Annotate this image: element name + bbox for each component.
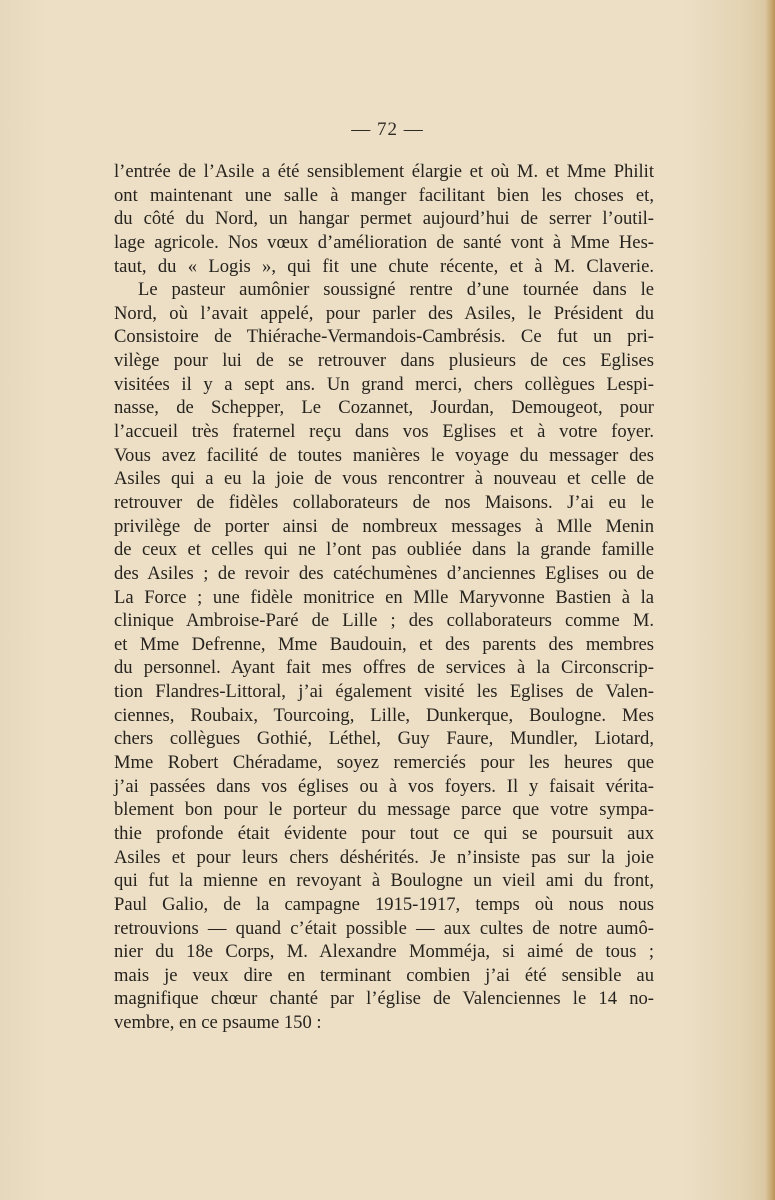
text-line: visitées il y a sept ans. Un grand merci, chers collègues Lespi- — [114, 373, 654, 395]
text-line: vembre, en ce psaume 150 : — [114, 1012, 322, 1034]
text-line: retrouver de fidèles collaborateurs de nos Maisons. J’ai eu le — [114, 491, 654, 513]
text-line: taut, du « Logis », qui fit une chute récente, et à M. Claverie. — [114, 255, 654, 277]
text-line: et Mme Defrenne, Mme Baudouin, et des parents des membres — [114, 633, 654, 655]
text-line: des Asiles ; de revoir des catéchumènes d’anciennes Eglises ou de — [114, 562, 654, 584]
text-line: Asiles et pour leurs chers déshérités. Je n’insiste pas sur la joie — [114, 846, 654, 868]
text-line: Nord, où l’avait appelé, pour parler des Asiles, le Président du — [114, 302, 654, 324]
text-line: thie profonde était évidente pour tout ce qui se poursuit aux — [114, 822, 654, 844]
text-line: retrouvions — quand c’était possible — aux cultes de notre aumô- — [114, 917, 654, 939]
text-line: blement bon pour le porteur du message parce que votre sympa- — [114, 799, 654, 821]
text-line: l’entrée de l’Asile a été sensiblement élargie et où M. et Mme Philit — [114, 161, 654, 182]
text-line: de ceux et celles qui ne l’ont pas oubliée dans la grande famille — [114, 539, 654, 561]
text-line: Le pasteur aumônier soussigné rentre d’une tournée dans le — [138, 279, 654, 301]
text-line: privilège de porter ainsi de nombreux messages à Mlle Menin — [114, 515, 654, 537]
body-text — [114, 160, 654, 1035]
text-line: nasse, de Schepper, Le Cozannet, Jourdan, Demougeot, pour — [114, 397, 654, 419]
text-line: qui fut la mienne en revoyant à Boulogne un vieil ami du front, — [114, 870, 654, 892]
text-line: Consistoire de Thiérache-Vermandois-Cambrésis. Ce fut un pri- — [114, 326, 654, 348]
page-number: — 72 — — [351, 119, 424, 140]
text-line: Paul Galio, de la campagne 1915-1917, temps où nous nous — [114, 893, 654, 915]
text-line: magnifique chœur chanté par l’église de Valenciennes le 14 no- — [114, 988, 654, 1010]
text-line: La Force ; une fidèle monitrice en Mlle Maryvonne Bastien à la — [114, 586, 654, 608]
text-line: tion Flandres-Littoral, j’ai également visité les Eglises de Valen- — [114, 681, 654, 703]
text-line: clinique Ambroise-Paré de Lille ; des collaborateurs comme M. — [114, 610, 654, 632]
text-line: lage agricole. Nos vœux d’amélioration de santé vont à Mme Hes- — [114, 231, 654, 253]
text-line: mais je veux dire en terminant combien j’ai été sensible au — [114, 964, 654, 986]
text-line: ciennes, Roubaix, Tourcoing, Lille, Dunkerque, Boulogne. Mes — [114, 704, 654, 726]
text-line: l’accueil très fraternel reçu dans vos Eglises et à votre foyer. — [114, 421, 654, 443]
text-line: du côté du Nord, un hangar permet aujourd’hui de serrer l’outil- — [114, 208, 654, 230]
text-line: j’ai passées dans vos églises ou à vos foyers. Il y faisait vérita- — [114, 775, 654, 797]
text-line: ont maintenant une salle à manger facilitant bien les choses et, — [114, 184, 654, 206]
page-edge-shadow — [765, 0, 775, 1200]
text-line: vilège pour lui de se retrouver dans plusieurs de ces Eglises — [114, 350, 654, 372]
text-line: Asiles qui a eu la joie de vous rencontrer à nouveau et celle de — [114, 468, 654, 490]
text-line: nier du 18e Corps, M. Alexandre Momméja, si aimé de tous ; — [114, 941, 654, 963]
text-line: chers collègues Gothié, Léthel, Guy Faure, Mundler, Liotard, — [114, 728, 654, 750]
text-line: Mme Robert Chéradame, soyez remerciés pour les heures que — [114, 752, 654, 774]
text-line: Vous avez facilité de toutes manières le voyage du messager des — [114, 444, 654, 466]
text-line: du personnel. Ayant fait mes offres de services à la Circonscrip- — [114, 657, 654, 679]
